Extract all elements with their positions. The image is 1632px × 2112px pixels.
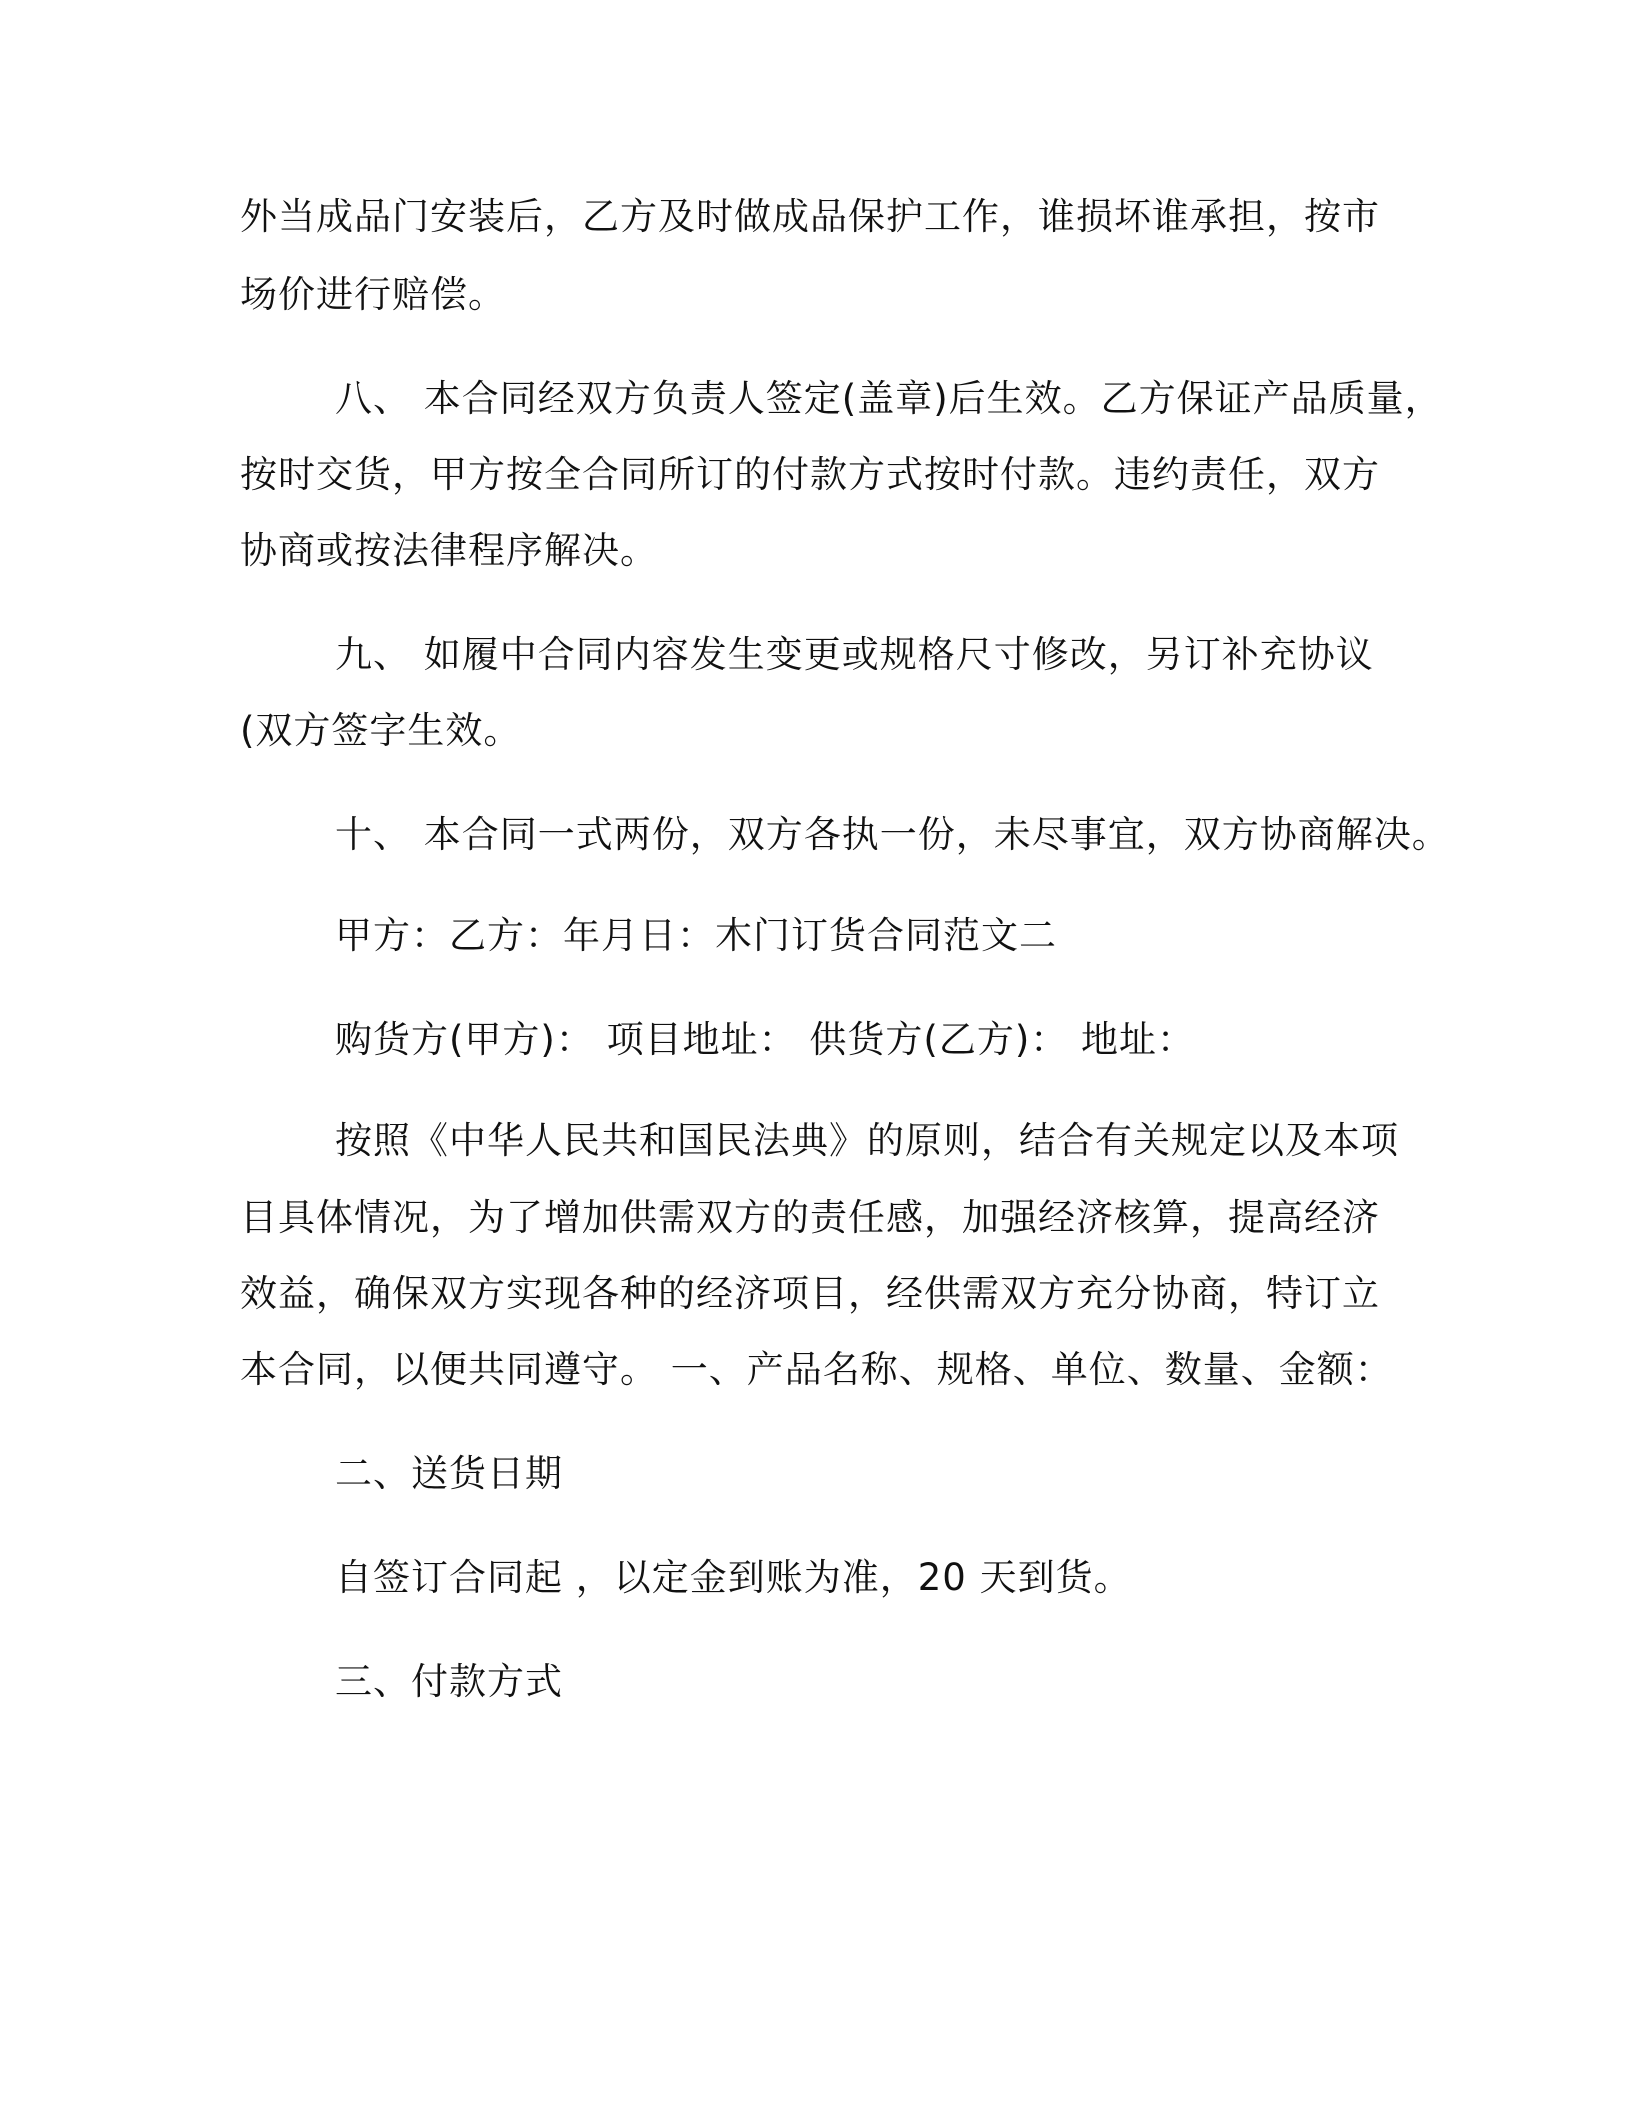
clause-9-line-2: (双方签字生效。 (240, 709, 522, 752)
clause-9-line-1: 九、 如履中合同内容发生变更或规格尺寸修改，另订补充协议 (335, 633, 1374, 676)
clause-7-text-line-2: 场价进行赔偿。 (240, 273, 506, 316)
preamble-line-2: 目具体情况，为了增加供需双方的责任感，加强经济核算，提高经济 (240, 1196, 1380, 1239)
clause-8-line-1: 八、 本合同经双方负责人签定(盖章)后生效。乙方保证产品质量， (335, 377, 1443, 420)
preamble-line-3: 效益，确保双方实现各种的经济项目，经供需双方充分协商，特订立 (240, 1272, 1380, 1315)
section-2-text: 自签订合同起 ，以定金到账为准，20 天到货。 (335, 1556, 1132, 1599)
section-2-heading: 二、送货日期 (335, 1452, 563, 1495)
preamble-line-4: 本合同，以便共同遵守。 一、产品名称、规格、单位、数量、金额： (240, 1348, 1393, 1391)
parties-line: 购货方(甲方)： 项目地址： 供货方(乙方)： 地址： (335, 1018, 1196, 1061)
clause-8-line-3: 协商或按法律程序解决。 (240, 529, 658, 572)
section-3-heading: 三、付款方式 (335, 1660, 563, 1703)
preamble-line-1: 按照《中华人民共和国民法典》的原则，结合有关规定以及本项 (335, 1119, 1399, 1162)
signature-line: 甲方：乙方：年月日：木门订货合同范文二 (335, 914, 1057, 957)
clause-10-line: 十、 本合同一式两份，双方各执一份，未尽事宜，双方协商解决。 (335, 813, 1450, 856)
clause-8-line-2: 按时交货，甲方按全合同所订的付款方式按时付款。违约责任，双方 (240, 453, 1380, 496)
clause-7-text-line-1: 外当成品门安装后，乙方及时做成品保护工作，谁损坏谁承担，按市 (240, 195, 1380, 238)
